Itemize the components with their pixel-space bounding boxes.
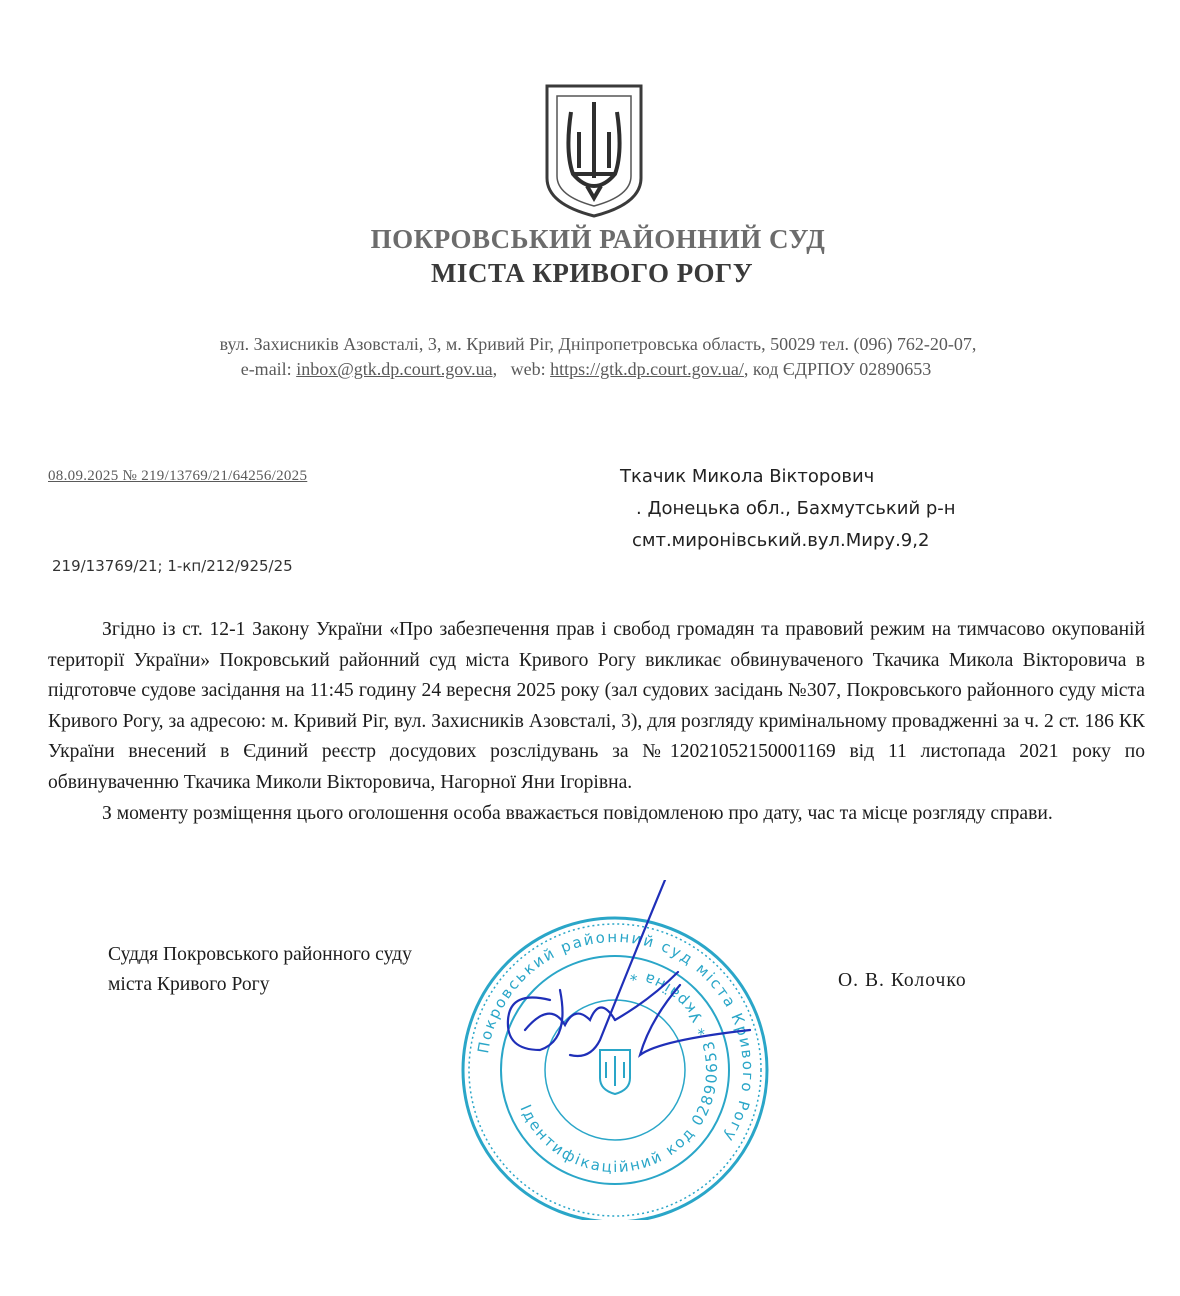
body-paragraph-2: З моменту розміщення цього оголошення особа вважається повідомленою про дату, час та місце розгляду справи. [102,802,1053,824]
email-label: e-mail: [240,359,292,379]
notice-body [48,615,1145,829]
outgoing-number: 08.09.2025 № 219/13769/21/64256/2025 [48,468,308,484]
court-name-line2: МІСТА КРИВОГО РОГУ [430,258,754,288]
body-paragraph-1: Згідно із ст. 12-1 Закону України «Про забезпечення прав і свобод громадян та правовий режим на тимчасово окупованій території України» Покровський районний суд міста Кривого Рогу викликає обвинуваченого Ткачика Микола Вікторовича в підготовче судове засідання на 11:45 годину 24 вересня 2025 року (зал судових засідань №307, Покровського районного суду міста Кривого Рогу, за адресою: м. Кривий Ріг, вул. Захисників Азовсталі, 3), для розгляду кримінальному провадженні за ч. 2 ст. 186 КК України внесений в Єдиний реєстр досудових розслідувань за №12021052150001169 від 11 листопада 2021 року по обвинуваченню Ткачика Миколи Вікторовича, Нагорної Яни Ігорівна. [48,619,1145,793]
recipient-address-line1: . Донецька обл., Бахмутський р-н [636,498,956,519]
signer-position-line1: Суддя Покровського районного суду [108,944,412,965]
signer-position [108,940,412,1000]
web-label: web: [510,359,546,379]
seal-inner-text: Ідентифікаційний код 02890653 * Україна * [516,964,722,1177]
edrpou-code: код ЄДРПОУ 02890653 [752,359,932,379]
seal-stamp-icon [463,918,767,1220]
trident-emblem-icon [543,82,645,220]
recipient-name: Ткачик Микола Вікторович [620,466,875,487]
signer-name: О. В. Колочко [838,970,967,991]
email-link[interactable]: inbox@gtk.dp.court.gov.ua [296,359,493,379]
seal-outer-text: Покровський районний суд міста Кривого Рогу [474,927,758,1147]
web-link[interactable]: https://gtk.dp.court.gov.ua/ [550,359,744,379]
court-address: вул. Захисників Азовсталі, 3, м. Кривий Ріг, Дніпропетровська область, 50029 тел. (096) 762-20-07, [219,334,977,354]
court-contacts: e-mail: inbox@gtk.dp.court.gov.ua, web: https://gtk.dp.court.gov.ua/, код ЄДРПОУ 02890653 [240,359,932,379]
court-seal [450,880,780,1220]
signer-position-line2: міста Кривого Рогу [108,974,270,995]
case-numbers: 219/13769/21; 1-кп/212/925/25 [52,557,293,575]
court-name-line1: ПОКРОВСЬКИЙ РАЙОННИЙ СУД [370,224,826,254]
recipient-address-line2: смт.миронівський.вул.Миру.9,2 [632,530,930,551]
